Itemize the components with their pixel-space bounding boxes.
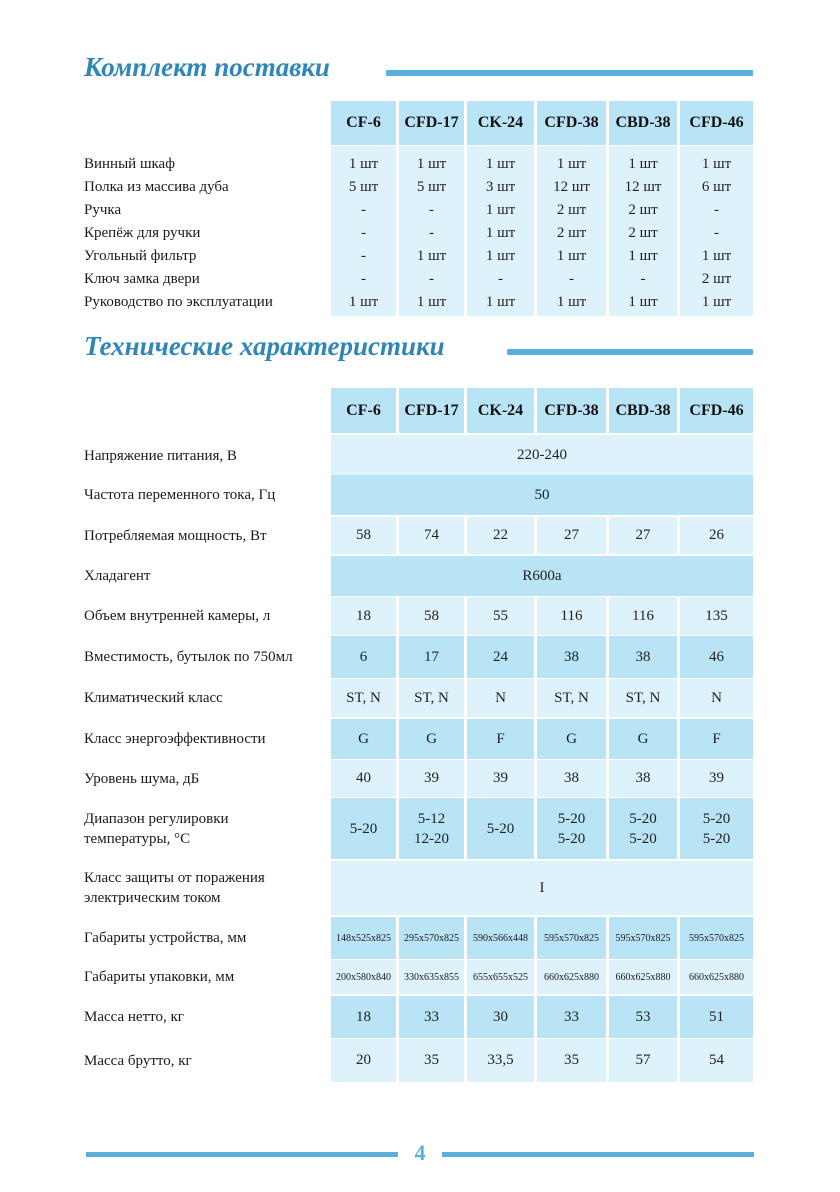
table-cell: - xyxy=(429,271,434,287)
row-label: Масса брутто, кг xyxy=(84,1052,192,1069)
row-label: Ручка xyxy=(84,202,122,218)
table-cell: 39 xyxy=(467,760,534,797)
table-cell: 12 шт xyxy=(553,179,590,195)
table-cell: 5 шт xyxy=(348,179,379,195)
table-cell: 27 xyxy=(537,517,606,554)
table-cell: 1 шт xyxy=(485,202,516,218)
table-cell: 38 xyxy=(609,636,677,678)
table-cell: 18 xyxy=(331,597,396,635)
cell-line: 5-20 xyxy=(557,830,586,847)
cell-line: 5-20 xyxy=(702,830,731,847)
table-cell: 295x570x825 xyxy=(399,917,464,959)
model-header: CK-24 xyxy=(467,101,534,145)
table-cell: F xyxy=(680,719,753,759)
cell-line: 5-12 xyxy=(417,810,446,827)
cell-line: 5-20 xyxy=(486,820,515,837)
title-rule xyxy=(507,349,753,355)
table-cell: 1 шт xyxy=(628,294,658,310)
table-cell: 39 xyxy=(399,760,464,797)
table-cell: ST, N xyxy=(331,679,396,717)
merged-cell: 50 xyxy=(331,475,753,515)
table-cell: 38 xyxy=(609,760,677,797)
table-cell: 39 xyxy=(680,760,753,797)
model-header: CFD-17 xyxy=(399,388,464,433)
row-label-line: температуры, °C xyxy=(84,830,191,847)
table-cell: 200x580x840 xyxy=(331,960,396,994)
table-cell: G xyxy=(331,719,396,759)
table-cell: 1 шт xyxy=(416,248,447,264)
merged-cell: I xyxy=(331,861,753,915)
table-cell: 655x655x525 xyxy=(467,960,534,994)
table-cell: 3 шт xyxy=(485,179,516,195)
table-cell: 35 xyxy=(399,1039,464,1082)
table-cell: 1 шт xyxy=(556,294,587,310)
table-cell xyxy=(399,798,464,859)
row-label: Уровень шума, дБ xyxy=(84,770,200,787)
row-label: Частота переменного тока, Гц xyxy=(84,487,276,503)
model-header: CFD-46 xyxy=(680,388,753,433)
table-cell: 660x625x880 xyxy=(609,960,677,994)
model-header: CBD-38 xyxy=(609,101,677,145)
table-cell: 33 xyxy=(537,996,606,1038)
table-cell: 660x625x880 xyxy=(680,960,753,994)
row-label xyxy=(84,861,265,915)
model-header: CFD-38 xyxy=(537,101,606,145)
cell-line: 12-20 xyxy=(414,830,449,847)
table-cell xyxy=(537,798,606,859)
merged-cell: R600a xyxy=(331,556,753,596)
row-label: Напряжение питания, В xyxy=(84,447,237,464)
table-cell: 2 шт xyxy=(628,202,658,218)
table-cell: 55 xyxy=(467,597,534,635)
table-cell: 595x570x825 xyxy=(680,917,753,959)
table-cell: 5 шт xyxy=(416,179,447,195)
section-title-delivery: Комплект поставки xyxy=(84,52,330,82)
table-cell: 116 xyxy=(537,597,606,635)
table-cell: 1 шт xyxy=(556,248,587,264)
title-rule xyxy=(386,70,753,76)
model-header: CF-6 xyxy=(331,101,396,145)
table-cell: 660x625x880 xyxy=(537,960,606,994)
table-cell: - xyxy=(361,271,366,287)
table-cell: 116 xyxy=(609,597,677,635)
table-cell: - xyxy=(714,202,719,218)
table-cell: 6 шт xyxy=(701,179,732,195)
table-cell: 595x570x825 xyxy=(609,917,677,959)
table-cell: - xyxy=(640,271,646,287)
table-cell xyxy=(331,798,396,859)
table-cell: F xyxy=(467,719,534,759)
row-label: Винный шкаф xyxy=(84,156,175,172)
table-cell: 1 шт xyxy=(416,156,447,172)
section-title-specs: Технические характеристики xyxy=(84,331,445,361)
row-label: Крепёж для ручки xyxy=(84,225,201,241)
table-cell: 1 шт xyxy=(628,248,658,264)
row-label: Габариты упаковки, мм xyxy=(84,969,235,985)
row-label: Класс энергоэффективности xyxy=(84,731,266,747)
table-cell: 1 шт xyxy=(485,225,516,241)
table-cell: 27 xyxy=(609,517,677,554)
table-cell: - xyxy=(361,248,366,264)
model-header: CFD-17 xyxy=(399,101,464,145)
table-cell: 38 xyxy=(537,760,606,797)
table-cell: - xyxy=(429,225,434,241)
table-cell: 2 шт xyxy=(556,202,587,218)
table-cell: 20 xyxy=(331,1039,396,1082)
table-cell: 33,5 xyxy=(467,1039,534,1082)
table-cell: 6 xyxy=(331,636,396,678)
table-cell: 22 xyxy=(467,517,534,554)
table-cell: 58 xyxy=(399,597,464,635)
cell-line: 5-20 xyxy=(629,830,657,847)
table-cell: 1 шт xyxy=(348,156,379,172)
table-cell: 1 шт xyxy=(348,294,379,310)
model-header: CF-6 xyxy=(331,388,396,433)
table-cell: 51 xyxy=(680,996,753,1038)
model-header: CFD-38 xyxy=(537,388,606,433)
table-cell: 1 шт xyxy=(416,294,447,310)
table-cell: G xyxy=(609,719,677,759)
table-cell: 26 xyxy=(680,517,753,554)
table-cell: 54 xyxy=(680,1039,753,1082)
table-cell: 330x635x855 xyxy=(399,960,464,994)
table-cell xyxy=(680,798,753,859)
row-label xyxy=(84,798,229,859)
row-label-line: Класс защиты от поражения xyxy=(84,870,265,886)
table-cell: ST, N xyxy=(399,679,464,717)
table-cell: 35 xyxy=(537,1039,606,1082)
table-cell: - xyxy=(569,271,574,287)
row-label: Масса нетто, кг xyxy=(84,1009,184,1025)
table-cell: 53 xyxy=(609,996,677,1038)
table-cell: 148x525x825 xyxy=(331,917,396,959)
table-cell: 38 xyxy=(537,636,606,678)
table-cell xyxy=(467,798,534,859)
footer-rule-right xyxy=(442,1152,754,1157)
table-cell: 1 шт xyxy=(485,248,516,264)
table-cell: ST, N xyxy=(609,679,677,717)
table-cell: 595x570x825 xyxy=(537,917,606,959)
table-cell: 18 xyxy=(331,996,396,1038)
table-cell xyxy=(609,798,677,859)
table-cell: 33 xyxy=(399,996,464,1038)
table-cell: 590x566x448 xyxy=(467,917,534,959)
table-cell: ST, N xyxy=(537,679,606,717)
cell-line: 5-20 xyxy=(702,810,731,827)
table-cell: N xyxy=(680,679,753,717)
cell-line: 5-20 xyxy=(557,810,586,827)
model-header: CK-24 xyxy=(467,388,534,433)
row-label: Руководство по эксплуатации xyxy=(84,294,273,310)
table-cell: 58 xyxy=(331,517,396,554)
row-label: Вместимость, бутылок по 750мл xyxy=(84,649,293,665)
row-label: Полка из массива дуба xyxy=(84,179,229,195)
table-cell: 135 xyxy=(680,597,753,635)
row-label-line: электрическим током xyxy=(84,890,221,906)
table-cell: G xyxy=(399,719,464,759)
cell-line: 5-20 xyxy=(629,810,657,827)
table-cell: 1 шт xyxy=(628,156,658,172)
table-cell: 2 шт xyxy=(701,271,732,287)
row-label: Климатический класс xyxy=(84,690,223,706)
table-cell: 2 шт xyxy=(556,225,587,241)
table-cell: - xyxy=(361,225,366,241)
cell-line: 5-20 xyxy=(349,820,378,837)
table-cell: 1 шт xyxy=(701,156,732,172)
row-label: Объем внутренней камеры, л xyxy=(84,608,271,624)
page-number: 4 xyxy=(414,1140,426,1165)
table-cell: 1 шт xyxy=(556,156,587,172)
row-label: Ключ замка двери xyxy=(84,271,200,287)
merged-cell: 220-240 xyxy=(331,435,753,476)
table-cell: 2 шт xyxy=(628,225,658,241)
model-header: CBD-38 xyxy=(609,388,677,433)
table-cell: 17 xyxy=(399,636,464,678)
table-cell: 57 xyxy=(609,1039,677,1082)
table-cell: - xyxy=(498,271,503,287)
row-label: Угольный фильтр xyxy=(84,248,197,264)
table-cell: 24 xyxy=(467,636,534,678)
table-cell: N xyxy=(467,679,534,717)
table-cell: 1 шт xyxy=(485,156,516,172)
table-cell: - xyxy=(361,202,366,218)
table-cell: - xyxy=(714,225,719,241)
table-cell: G xyxy=(537,719,606,759)
table-cell: - xyxy=(429,202,434,218)
table-cell: 1 шт xyxy=(485,294,516,310)
row-label-line: Диапазон регулировки xyxy=(84,810,229,827)
table-cell: 40 xyxy=(331,760,396,797)
table-cell: 12 шт xyxy=(624,179,662,195)
table-cell: 74 xyxy=(399,517,464,554)
row-label: Потребляемая мощность, Вт xyxy=(84,527,267,544)
footer-rule-left xyxy=(86,1152,398,1157)
row-label: Габариты устройства, мм xyxy=(84,930,247,946)
table-cell: 30 xyxy=(467,996,534,1038)
table-cell: 1 шт xyxy=(701,294,732,310)
row-label: Хладагент xyxy=(84,568,151,584)
table-cell: 1 шт xyxy=(701,248,732,264)
table-cell: 46 xyxy=(680,636,753,678)
model-header: CFD-46 xyxy=(680,101,753,145)
